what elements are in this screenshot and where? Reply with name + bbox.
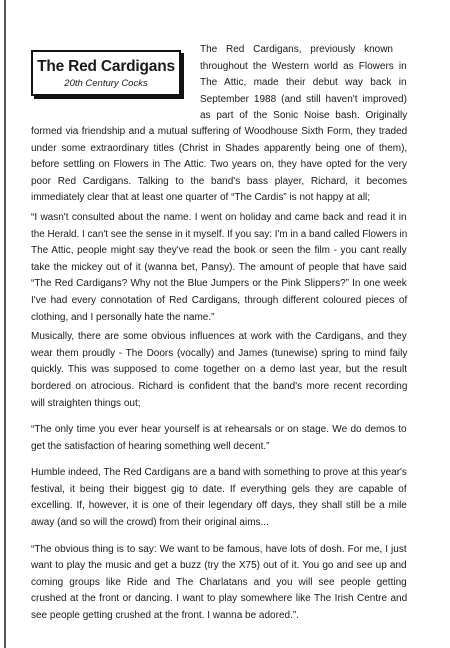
text-line: “The only time you ever hear yourself is at rehearsals or on stage. We do demos to: [31, 424, 407, 436]
text-line: see people getting crushed at the front. I wanna be adored.”.: [31, 610, 299, 622]
paragraph-quote-name: [31, 210, 407, 326]
text-line: immediately clear that at least one quarter of “The Cardis” is not happy at all;: [31, 192, 371, 204]
paragraph-quote-ambitions: [31, 542, 407, 625]
text-line: take the mickey out of it (wanna bet, Pansy). The amount of people that have said: [31, 261, 407, 273]
text-line: will straighten things out;: [31, 397, 141, 409]
page-binding-edge: [4, 0, 6, 648]
text-line: Musically, there are some obvious influences at work with the Cardigans, and they: [31, 331, 407, 343]
intro-line: September 1988 (and still haven't improved): [200, 93, 407, 105]
text-line: get the satisfaction of hearing something well decent.”: [31, 440, 270, 452]
text-line: the Herald. I can't see the sense in it myself. If you say: I'm in a band called Flowers in: [31, 228, 408, 240]
text-line: poor Red Cardigans. Talking to the band's bass player, Richard, it becomes: [31, 175, 408, 187]
intro-line: The Red Cardigans, previously known: [200, 44, 393, 55]
paragraph-festival: [31, 465, 407, 531]
paragraph-quote-demos: [31, 422, 407, 455]
text-line: coming groups like Ride and The Charlatans and you will see people getting: [31, 576, 407, 588]
paragraph-history: [31, 124, 407, 207]
paragraph-influences: [31, 329, 407, 412]
text-line: excelling. If, however, it is one of their legendary off days, they shall still be a mile: [31, 500, 407, 512]
text-line: clothing, and I personally hate the name.”: [31, 311, 215, 323]
text-line: “The obvious thing is to say: We want to be famous, have lots of dosh. For me, I just: [31, 543, 407, 555]
intro-column: [200, 42, 407, 125]
text-line: “The Red Cardigans? Why not the Blue Jumpers or the Pink Slippers?” In one week: [31, 278, 407, 290]
band-name-title: The Red Cardigans: [37, 58, 175, 75]
text-line: I've had every connotation of Red Cardigans, through different coloured pieces of: [31, 294, 408, 306]
article-subtitle: 20th Century Cocks: [64, 78, 148, 89]
intro-line: throughout the Western world as Flowers in: [200, 60, 407, 72]
text-line: festival, it being their biggest gig to date. If everything gels they are capable of: [31, 483, 407, 495]
article-title-box: [31, 50, 181, 96]
text-line: want to play the music and get a buzz (try the X75) out of it. You go and see up and: [31, 560, 407, 572]
text-line: away (and so will the crowd) from their original aims...: [31, 517, 269, 529]
text-line: bordered on atrocious. Richard is confident that the band's more recent recording: [31, 380, 408, 392]
text-line: under some extraordinary titles (Christ in Shades apparently being one of them),: [31, 142, 408, 154]
text-line: crushed at the front or dancing. I want to play somewhere like The Irish Centre and: [31, 593, 408, 605]
text-line: The Attic, people might say they've read the book or seen the film - you cant really: [31, 245, 407, 257]
article-body: [31, 124, 407, 625]
text-line: “I wasn't consulted about the name. I went on holiday and came back and read it in: [31, 211, 407, 223]
intro-line: as part of the Sonic Noise bash. Originally: [200, 110, 408, 122]
text-line: formed via friendship and a mutual suffering of Woodhouse Sixth Form, they traded: [31, 126, 408, 137]
intro-line: The Attic, made their debut way back in: [200, 77, 407, 89]
text-line: Humble indeed, The Red Cardigans are a band with something to prove at this year's: [31, 467, 407, 479]
text-line: wear them proudly - The Doors (vocally) and James (tunewise) spring to mind faily: [31, 347, 408, 359]
text-line: quickly. This was supposed to come together on a demo last year, but the result: [31, 364, 407, 376]
text-line: before settling on Flowers in The Attic. Two years on, they have opted for the very: [31, 159, 407, 171]
